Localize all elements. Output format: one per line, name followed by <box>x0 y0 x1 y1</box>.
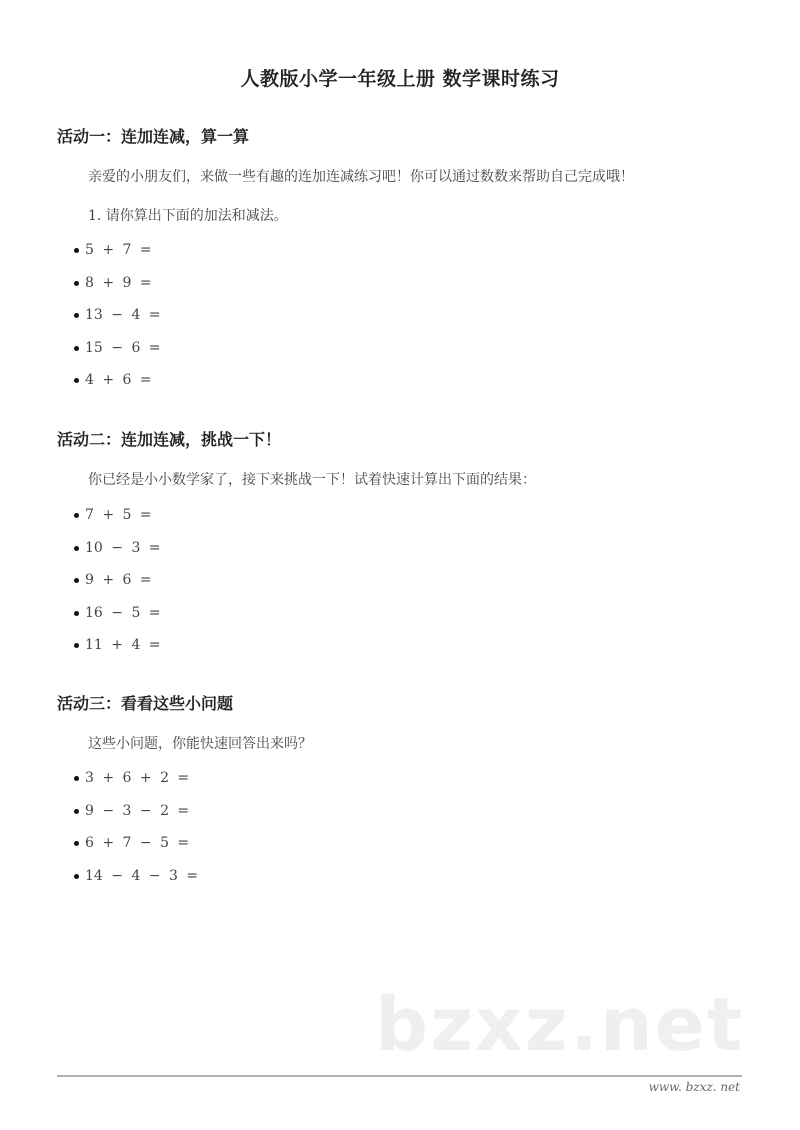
bullet-icon <box>74 281 79 286</box>
bullet-icon <box>74 313 79 318</box>
section-intro-activity-2: 你已经是小小数学家了，接下来挑战一下！试着快速计算出下面的结果： <box>88 472 536 488</box>
exercise-list-activity-1 <box>74 240 161 403</box>
exercise-item: 15 − 6 = <box>74 338 161 371</box>
exercise-item: 13 − 4 = <box>74 305 161 338</box>
bullet-icon <box>74 546 79 551</box>
bullet-icon <box>74 513 79 518</box>
watermark: bzxz.net <box>375 982 745 1068</box>
bullet-icon <box>74 578 79 583</box>
bullet-icon <box>74 874 79 879</box>
bullet-icon <box>74 809 79 814</box>
exercise-item: 10 − 3 = <box>74 538 161 571</box>
exercise-item: 14 − 4 − 3 = <box>74 866 198 899</box>
exercise-item: 16 − 5 = <box>74 603 161 636</box>
exercise-list-activity-3 <box>74 768 198 898</box>
section-intro-activity-1: 亲爱的小朋友们，来做一些有趣的连加连减练习吧！你可以通过数数来帮助自己完成哦！ <box>88 169 634 185</box>
exercise-item: 9 − 3 − 2 = <box>74 801 198 834</box>
bullet-icon <box>74 378 79 383</box>
section-heading-activity-3: 活动三：看看这些小问题 <box>57 694 234 713</box>
exercise-item: 11 + 4 = <box>74 635 161 668</box>
exercise-item: 5 + 7 = <box>74 240 161 273</box>
exercise-list-activity-2 <box>74 505 161 668</box>
section-heading-activity-2: 活动二：连加连减，挑战一下！ <box>57 430 282 449</box>
bullet-icon <box>74 611 79 616</box>
exercise-item: 9 + 6 = <box>74 570 161 603</box>
bullet-icon <box>74 776 79 781</box>
footer-divider <box>57 1075 742 1077</box>
exercise-item: 8 + 9 = <box>74 273 161 306</box>
exercise-item: 7 + 5 = <box>74 505 161 538</box>
document-title: 人教版小学一年级上册 数学课时练习 <box>240 68 560 90</box>
exercise-item: 6 + 7 − 5 = <box>74 833 198 866</box>
bullet-icon <box>74 643 79 648</box>
bullet-icon <box>74 248 79 253</box>
section-intro-activity-3: 这些小问题，你能快速回答出来吗？ <box>88 736 312 752</box>
section-instruction-activity-1: 1. 请你算出下面的加法和减法。 <box>88 208 288 224</box>
section-heading-activity-1: 活动一：连加连减，算一算 <box>57 127 250 146</box>
footer-url: www. bzxz. net <box>648 1080 740 1094</box>
bullet-icon <box>74 841 79 846</box>
bullet-icon <box>74 346 79 351</box>
exercise-item: 4 + 6 = <box>74 370 161 403</box>
exercise-item: 3 + 6 + 2 = <box>74 768 198 801</box>
